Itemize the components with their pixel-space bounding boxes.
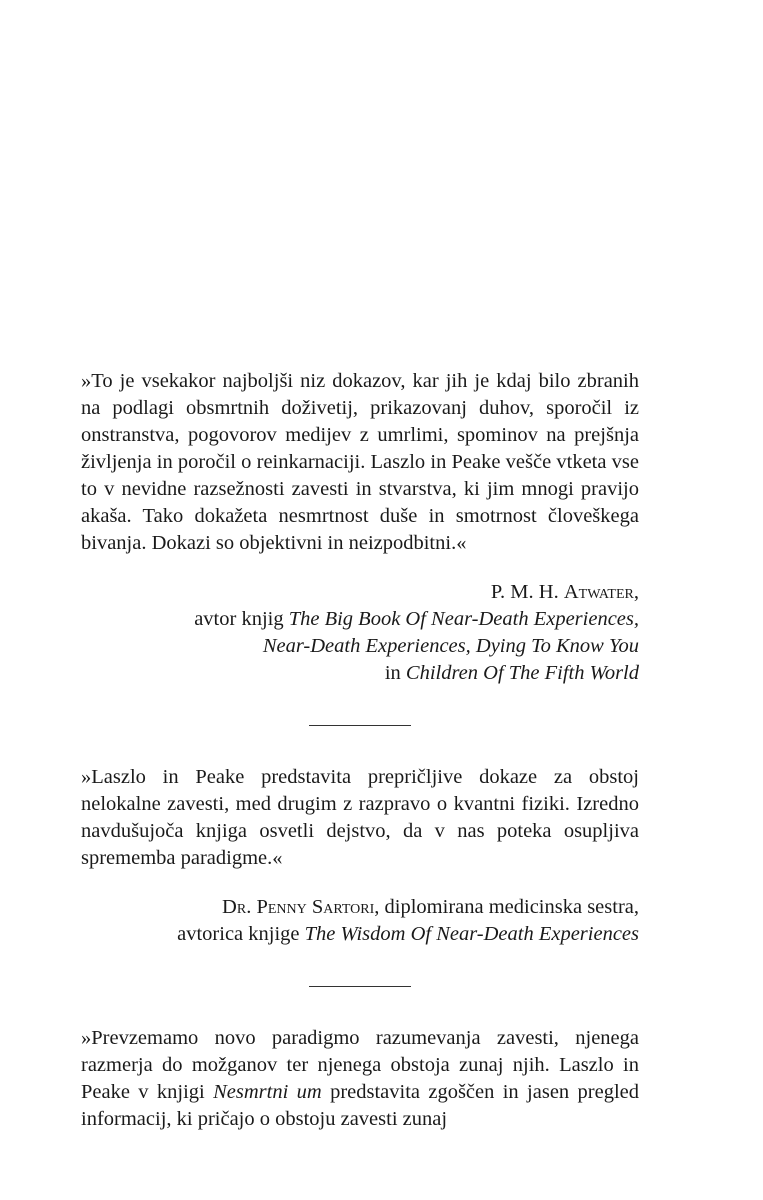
endorsements <box>81 368 639 1133</box>
role-line <box>81 606 639 633</box>
author-initials: P. M. H. <box>490 581 559 603</box>
testimonial-atwater <box>81 368 639 687</box>
author-line <box>81 579 639 606</box>
book-title: The Big Book Of Near-Death Experiences, <box>288 608 639 630</box>
attribution <box>81 579 639 687</box>
book-title: Children Of The Fifth World <box>405 662 639 684</box>
attribution <box>81 894 639 948</box>
role-line <box>81 921 639 948</box>
role-prefix: avtor knjig <box>194 608 284 630</box>
testimonial-sartori <box>81 764 639 948</box>
divider <box>309 725 411 726</box>
books-line <box>81 633 639 660</box>
book-title: The Wisdom Of Near-Death Experiences <box>304 923 639 945</box>
book-title: Near-Death Experiences, Dying To Know You <box>262 635 639 657</box>
author-role: diplomirana medicinska sestra, <box>379 896 639 918</box>
author-line <box>81 894 639 921</box>
testimonial-third <box>81 1025 639 1133</box>
divider <box>309 986 411 987</box>
quote-part-2: predstavita zgoščen in jasen pregled informacij, ki pričajo o obstoju zavesti zunaj <box>81 1081 639 1130</box>
last-prefix: in <box>384 662 401 684</box>
author-suffix: , <box>633 581 639 603</box>
book-title: Nesmrtni um <box>213 1081 322 1103</box>
quote-part-1: »Prevzemamo novo paradigmo razumevanja zavesti, njenega razmerja do možganov ter njenega obstoja zunaj njih. Laszlo in Peake v knjigi <box>81 1027 639 1103</box>
books-line <box>81 660 639 687</box>
author-name: Dr. Penny Sartori, <box>222 896 380 918</box>
quote-text: »Laszlo in Peake predstavita prepričljive dokaze za obstoj nelokalne zavesti, med drugim z razpravo o kvantni fiziki. Izredno navdušujoča knjiga osvetli dejstvo, da v nas poteka osupljiva sprememba paradigme.« <box>81 766 639 869</box>
author-surname: Atwater <box>563 581 634 603</box>
role-prefix: avtorica knjige <box>177 923 300 945</box>
quote-text <box>81 1025 639 1133</box>
quote-text: »To je vsekakor najboljši niz dokazov, kar jih je kdaj bilo zbranih na podlagi obsmrtnih doživetij, prikazovanj duhov, sporočil iz onstranstva, pogovorov medijev z umrlimi, spominov na prejšnja življenja in poročil o reinkarnaciji. Laszlo in Peake vešče vtketa vse to v nevidne razsežnosti zavesti in stvarstva, ki jim mnogi pravijo akaša. Tako dokažeta nesmrtnost duše in smotrnost človeškega bivanja. Dokazi so objektivni in neizpodbitni.« <box>81 370 639 554</box>
